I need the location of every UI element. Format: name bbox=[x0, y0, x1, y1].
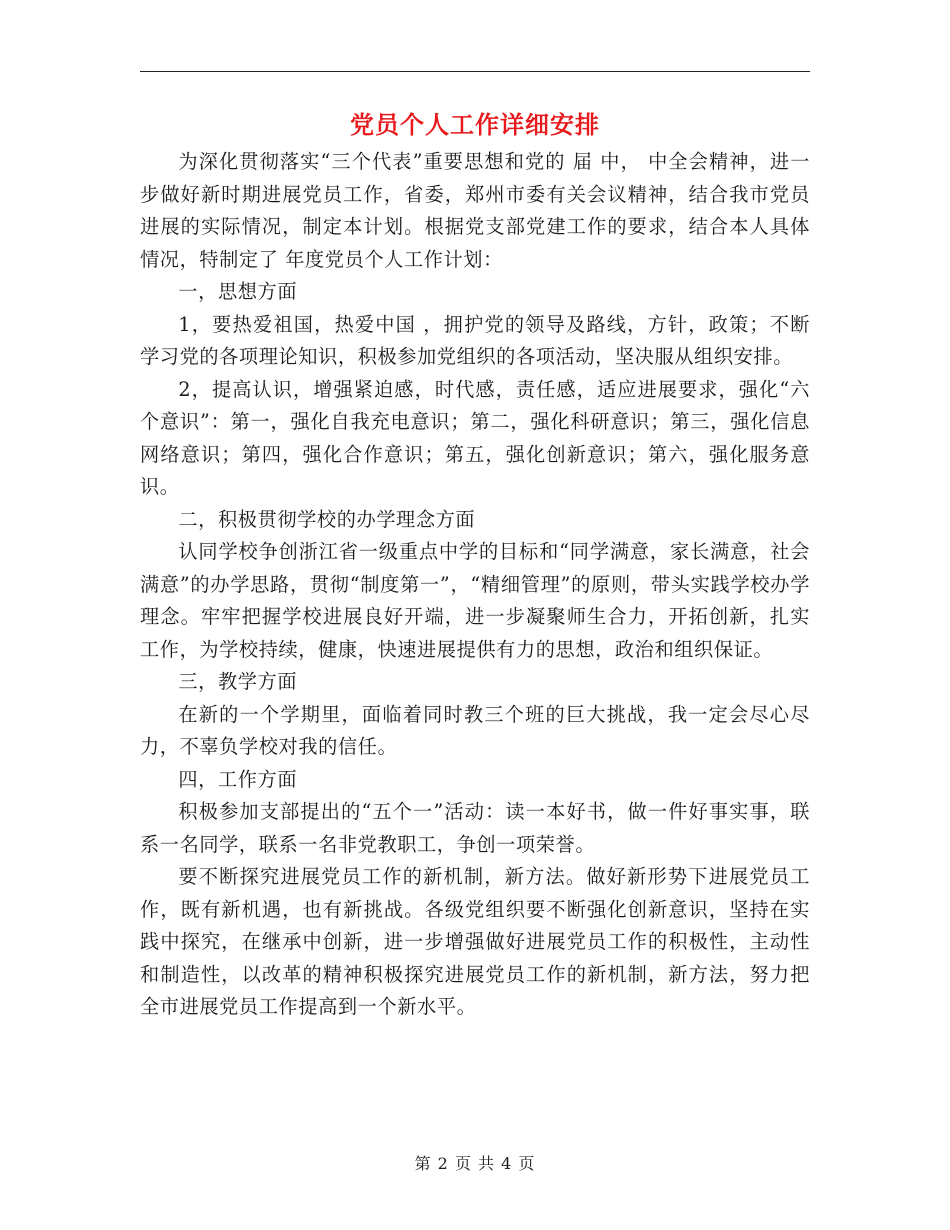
heading-thought: 一，思想方面 bbox=[178, 280, 298, 303]
paragraph-teaching: 在新的一个学期里，面临着同时教三个班的巨大挑战，我一定会尽心尽力，不辜负学校对我的信任。 bbox=[140, 702, 810, 758]
document-title: 党员个人工作详细安排 bbox=[350, 110, 600, 139]
heading-teaching: 三，教学方面 bbox=[178, 670, 298, 693]
paragraph-thought-2: 2，提高认识，增强紧迫感，时代感，责任感，适应进展要求，强化“六个意识”：第一，强化自我充电意识；第二，强化科研意识；第三，强化信息网络意识；第四，强化合作意识；第五，强化创新意识；第六，强化服务意识。 bbox=[140, 377, 810, 498]
paragraph-school-philosophy: 认同学校争创浙江省一级重点中学的目标和“同学满意，家长满意，社会满意”的办学思路，贯彻“制度第一”，“精细管理”的原则，带头实践学校办学理念。牢牢把握学校进展良好开端，进一步凝聚师生合力，开拓创新，扎实工作，为学校持续，健康，快速进展提供有力的思想，政治和组织保证。 bbox=[140, 540, 810, 661]
document-body bbox=[140, 146, 810, 1024]
paragraph-intro: 为深化贯彻落实“三个代表”重要思想和党的 届 中， 中全会精神，进一步做好新时期进展党员工作，省委，郑州市委有关会议精神，结合我市党员进展的实际情况，制定本计划。根据党支部党建工作的要求，结合本人具体情况，特制定了 年度党员个人工作计划： bbox=[140, 150, 810, 271]
paragraph-thought-1: 1，要热爱祖国，热爱中国 ，拥护党的领导及路线，方针，政策；不断学习党的各项理论知识，积极参加党组织的各项活动，坚决服从组织安排。 bbox=[140, 312, 810, 368]
paragraph-work-2: 要不断探究进展党员工作的新机制，新方法。做好新形势下进展党员工作，既有新机遇，也有新挑战。各级党组织要不断强化创新意识，坚持在实践中探究，在继承中创新，进一步增强做好进展党员工作的积极性，主动性和制造性，以改革的精神积极探究进展党员工作的新机制，新方法，努力把全市进展党员工作提高到一个新水平。 bbox=[140, 865, 810, 1018]
heading-work: 四，工作方面 bbox=[178, 767, 298, 791]
page-number: 第 2 页 共 4 页 bbox=[414, 1154, 536, 1173]
paragraph-work-1: 积极参加支部提出的“五个一”活动：读一本好书，做一件好事实事，联系一名同学，联系一名非党教职工，争创一项荣誉。 bbox=[140, 800, 810, 856]
header-rule bbox=[140, 71, 810, 72]
heading-school-philosophy: 二，积极贯彻学校的办学理念方面 bbox=[178, 507, 476, 531]
